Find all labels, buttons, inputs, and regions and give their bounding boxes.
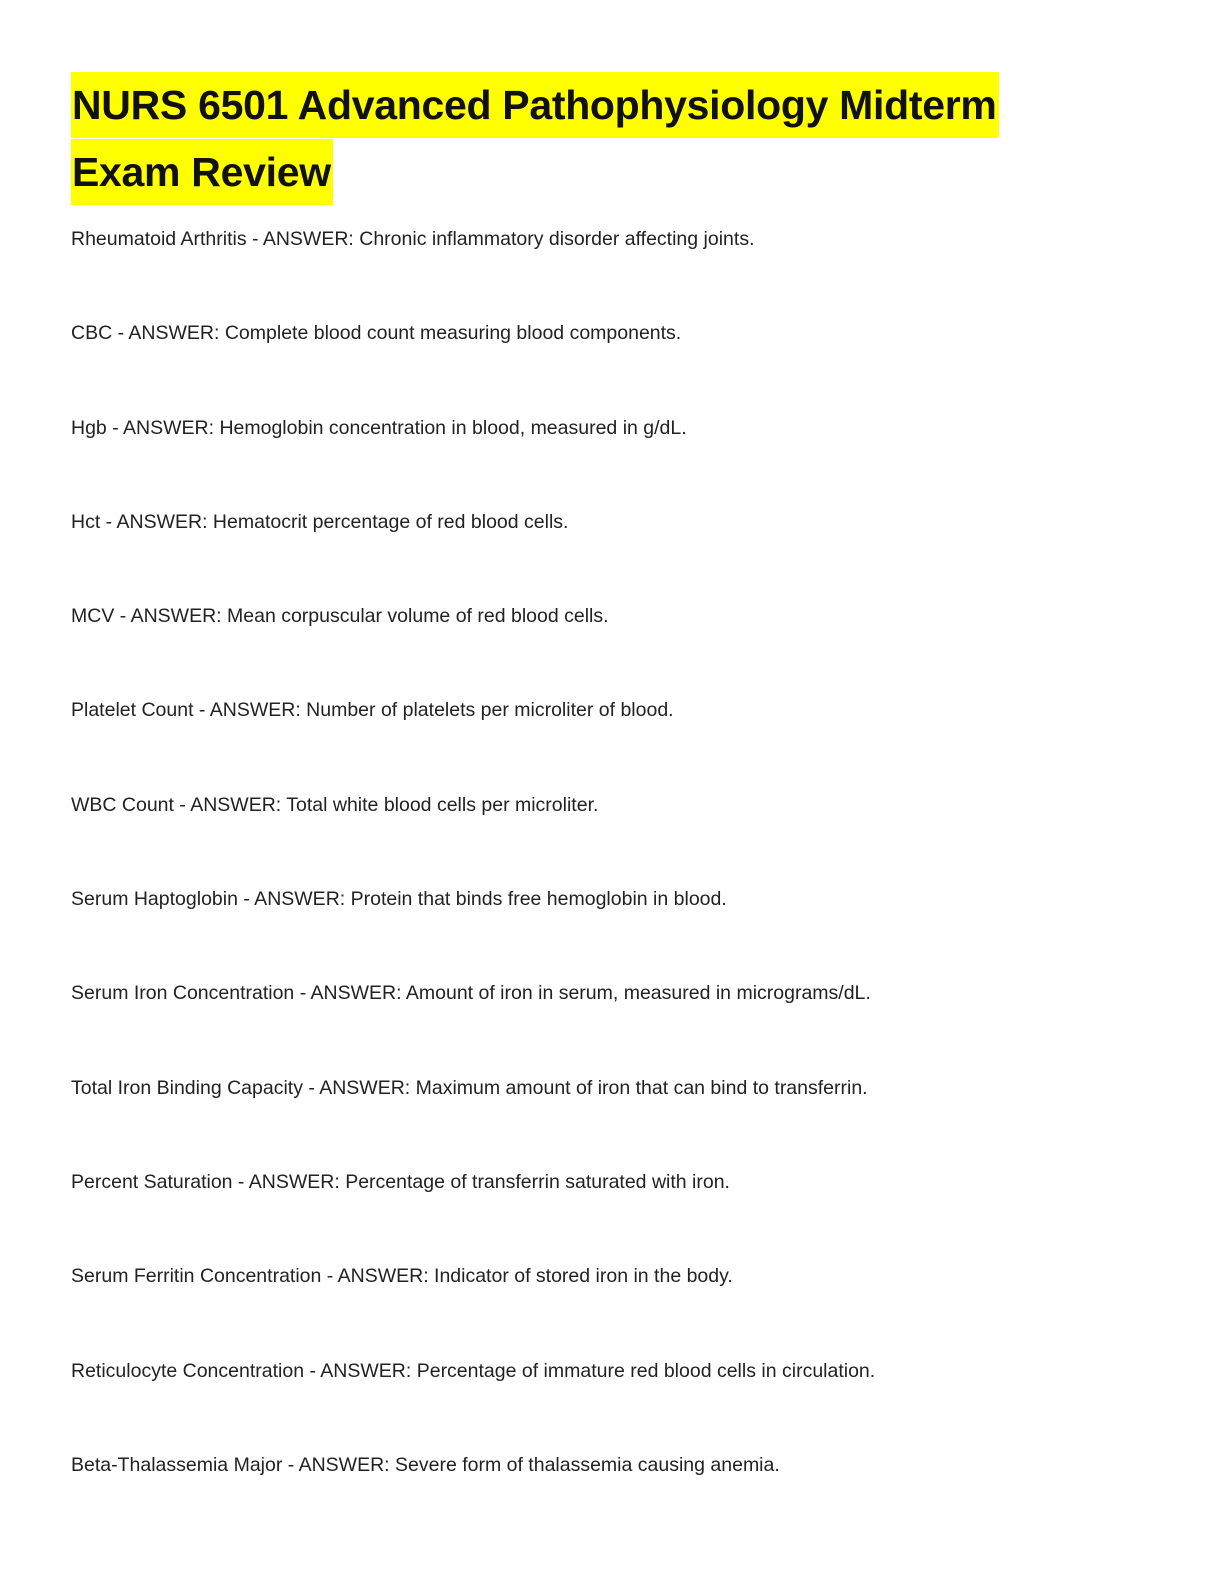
title-line-2: Exam Review — [71, 139, 333, 205]
qa-entry: Total Iron Binding Capacity - ANSWER: Maximum amount of iron that can bind to transferrin. — [71, 1076, 868, 1099]
qa-entry: Hct - ANSWER: Hematocrit percentage of red blood cells. — [71, 510, 569, 533]
qa-entry: WBC Count - ANSWER: Total white blood cells per microliter. — [71, 793, 599, 816]
qa-entry: Platelet Count - ANSWER: Number of platelets per microliter of blood. — [71, 699, 674, 722]
qa-list — [71, 224, 1151, 1544]
qa-entry: Reticulocyte Concentration - ANSWER: Percentage of immature red blood cells in circulation. — [71, 1359, 876, 1382]
qa-entry: Percent Saturation - ANSWER: Percentage of transferrin saturated with iron. — [71, 1170, 730, 1193]
qa-entry: Serum Haptoglobin - ANSWER: Protein that binds free hemoglobin in blood. — [71, 888, 727, 911]
qa-entry: Hgb - ANSWER: Hemoglobin concentration in blood, measured in g/dL. — [71, 416, 687, 439]
qa-entry: Serum Iron Concentration - ANSWER: Amount of iron in serum, measured in micrograms/dL. — [71, 982, 871, 1005]
title-row-2 — [71, 139, 1151, 205]
qa-entry: Serum Ferritin Concentration - ANSWER: Indicator of stored iron in the body. — [71, 1265, 733, 1288]
page-title — [71, 72, 1151, 206]
title-row-1 — [71, 72, 1151, 138]
qa-entry: Beta-Thalassemia Major - ANSWER: Severe form of thalassemia causing anemia. — [71, 1453, 780, 1476]
qa-entry: CBC - ANSWER: Complete blood count measuring blood components. — [71, 322, 682, 345]
title-line-1: NURS 6501 Advanced Pathophysiology Midterm — [71, 72, 999, 138]
qa-entry: Rheumatoid Arthritis - ANSWER: Chronic inflammatory disorder affecting joints. — [71, 228, 755, 250]
qa-entry: MCV - ANSWER: Mean corpuscular volume of red blood cells. — [71, 605, 609, 628]
